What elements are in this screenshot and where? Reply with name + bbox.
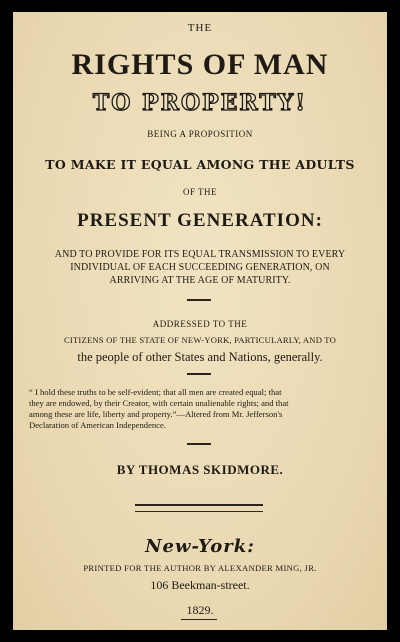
quote-line-4: Declaration of American Independence. (29, 420, 166, 430)
year-underline (181, 619, 217, 620)
quote-line-1: “ I hold these truths to be self-evident; that all men are created equal; that (29, 387, 282, 397)
provide-line-2: INDIVIDUAL OF EACH SUCCEEDING GENERATION, ON (70, 262, 330, 273)
printer-line: PRINTED FOR THE AUTHOR BY ALEXANDER MING, JR. (83, 563, 317, 573)
present-generation: PRESENT GENERATION: (77, 210, 323, 231)
quote-line-2: they are endowed, by their Creator, with certain unalienable rights; and that (29, 398, 289, 408)
quote-line-3: among these are life, liberty and property.”—Altered from Mr. Jefferson's (29, 409, 283, 419)
citizens-line: CITIZENS OF THE STATE OF NEW-YORK, PARTICULARLY, AND TO (63, 335, 336, 345)
provide-line-3: ARRIVING AT THE AGE OF MATURITY. (109, 275, 291, 286)
being-a-proposition: BEING A PROPOSITION (147, 129, 253, 139)
author-line: BY THOMAS SKIDMORE. (116, 462, 284, 477)
year-line: 1829. (186, 603, 214, 617)
subtitle: TO PROPERTY! (92, 90, 308, 116)
title-page (13, 12, 387, 630)
divider-rule-3 (187, 443, 211, 445)
double-rule (135, 504, 263, 512)
divider-rule-2 (187, 373, 211, 375)
main-title: RIGHTS OF MAN (71, 48, 329, 81)
proposition-heading: TO MAKE IT EQUAL AMONG THE ADULTS (45, 157, 355, 172)
divider-rule-1 (187, 299, 211, 301)
title-prefix: THE (187, 22, 213, 34)
addressed-to: ADDRESSED TO THE (152, 319, 248, 329)
city-line: New-York: (145, 536, 255, 557)
address-line: 106 Beekman-street. (150, 578, 250, 592)
provide-line-1: AND TO PROVIDE FOR ITS EQUAL TRANSMISSION TO EVERY (54, 249, 346, 260)
people-line: the people of other States and Nations, generally. (77, 350, 323, 364)
of-the: OF THE (182, 187, 218, 197)
